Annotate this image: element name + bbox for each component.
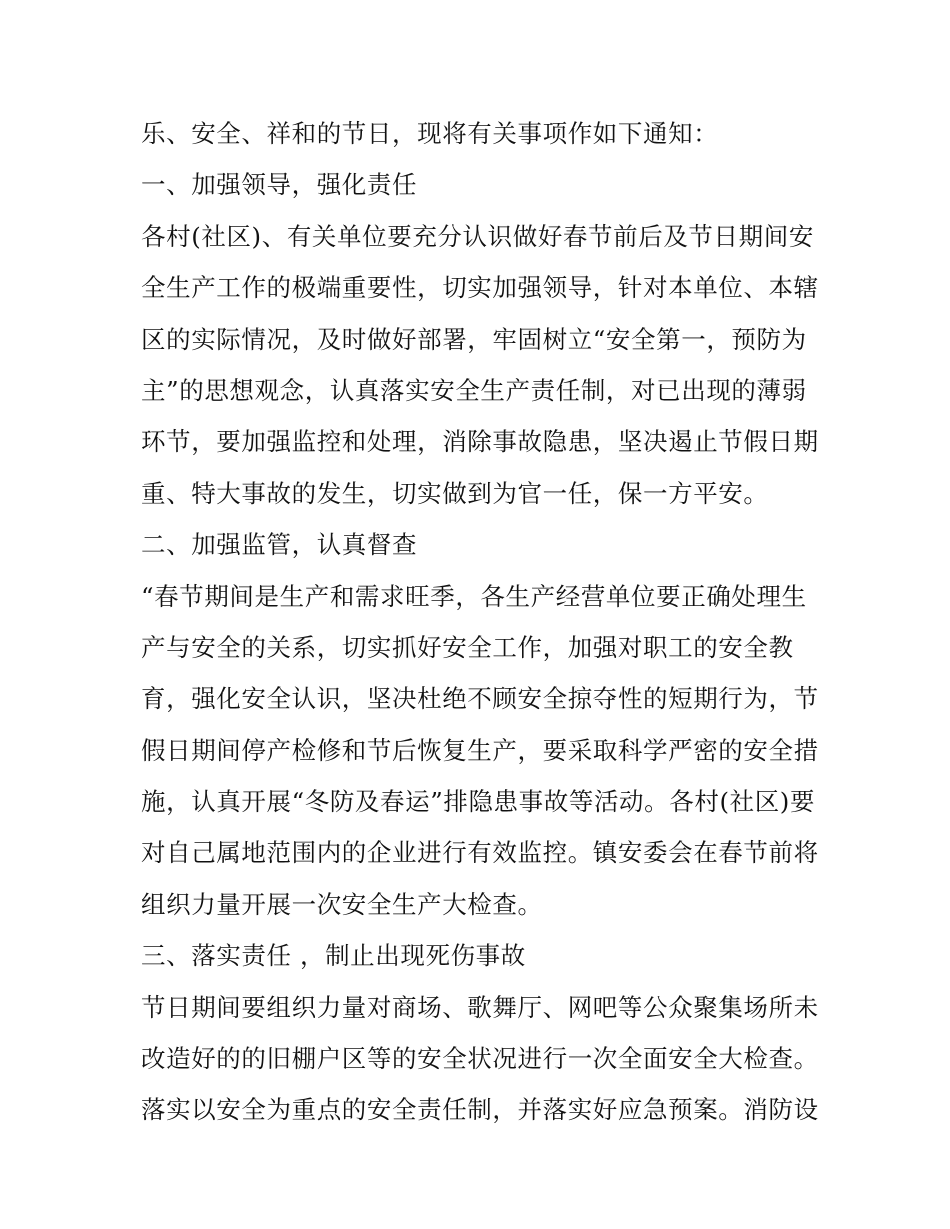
body-line: 育，强化安全认识，坚决杜绝不顾安全掠夺性的短期行为，节	[141, 684, 819, 714]
body-line: 改造好的的旧棚户区等的安全状况进行一次全面安全大检查。	[141, 1044, 819, 1074]
body-line: 组织力量开展一次安全生产大检查。	[141, 889, 543, 919]
section-heading-1: 一、加强领导，强化责任	[141, 170, 418, 200]
section-heading-2: 二、加强监管，认真督查	[141, 530, 418, 560]
body-line: 各村(社区)、有关单位要充分认识做好春节前后及节日期间安	[141, 221, 814, 251]
body-line: 重、特大事故的发生，切实做到为官一任，保一方平安。	[141, 478, 769, 508]
body-line: “春节期间是生产和需求旺季，各生产经营单位要正确处理生	[141, 581, 807, 611]
body-line: 区的实际情况，及时做好部署，牢固树立“安全第一，预防为	[141, 324, 807, 354]
body-line: 施，认真开展“冬防及春运”排隐患事故等活动。各村(社区)要	[141, 787, 816, 817]
body-line: 乐、安全、祥和的节日，现将有关事项作如下通知：	[141, 119, 719, 148]
body-line: 假日期间停产检修和节后恢复生产，要采取科学严密的安全措	[141, 735, 819, 765]
body-line: 主”的思想观念，认真落实安全生产责任制，对已出现的薄弱	[141, 375, 807, 405]
body-line: 对自己属地范围内的企业进行有效监控。镇安委会在春节前将	[141, 838, 819, 868]
body-line: 产与安全的关系，切实抓好安全工作，加强对职工的安全教	[141, 632, 794, 662]
body-line: 环节，要加强监控和处理，消除事故隐患，坚决遏止节假日期	[141, 427, 819, 457]
body-line: 全生产工作的极端重要性，切实加强领导，针对本单位、本辖	[141, 273, 819, 303]
document-body	[141, 108, 821, 1136]
body-line: 节日期间要组织力量对商场、歌舞厅、网吧等公众聚集场所未	[141, 992, 819, 1022]
body-line: 落实以安全为重点的安全责任制，并落实好应急预案。消防设	[141, 1095, 819, 1125]
section-heading-3: 三、落实责任 ，制止出现死伤事故	[141, 941, 526, 971]
